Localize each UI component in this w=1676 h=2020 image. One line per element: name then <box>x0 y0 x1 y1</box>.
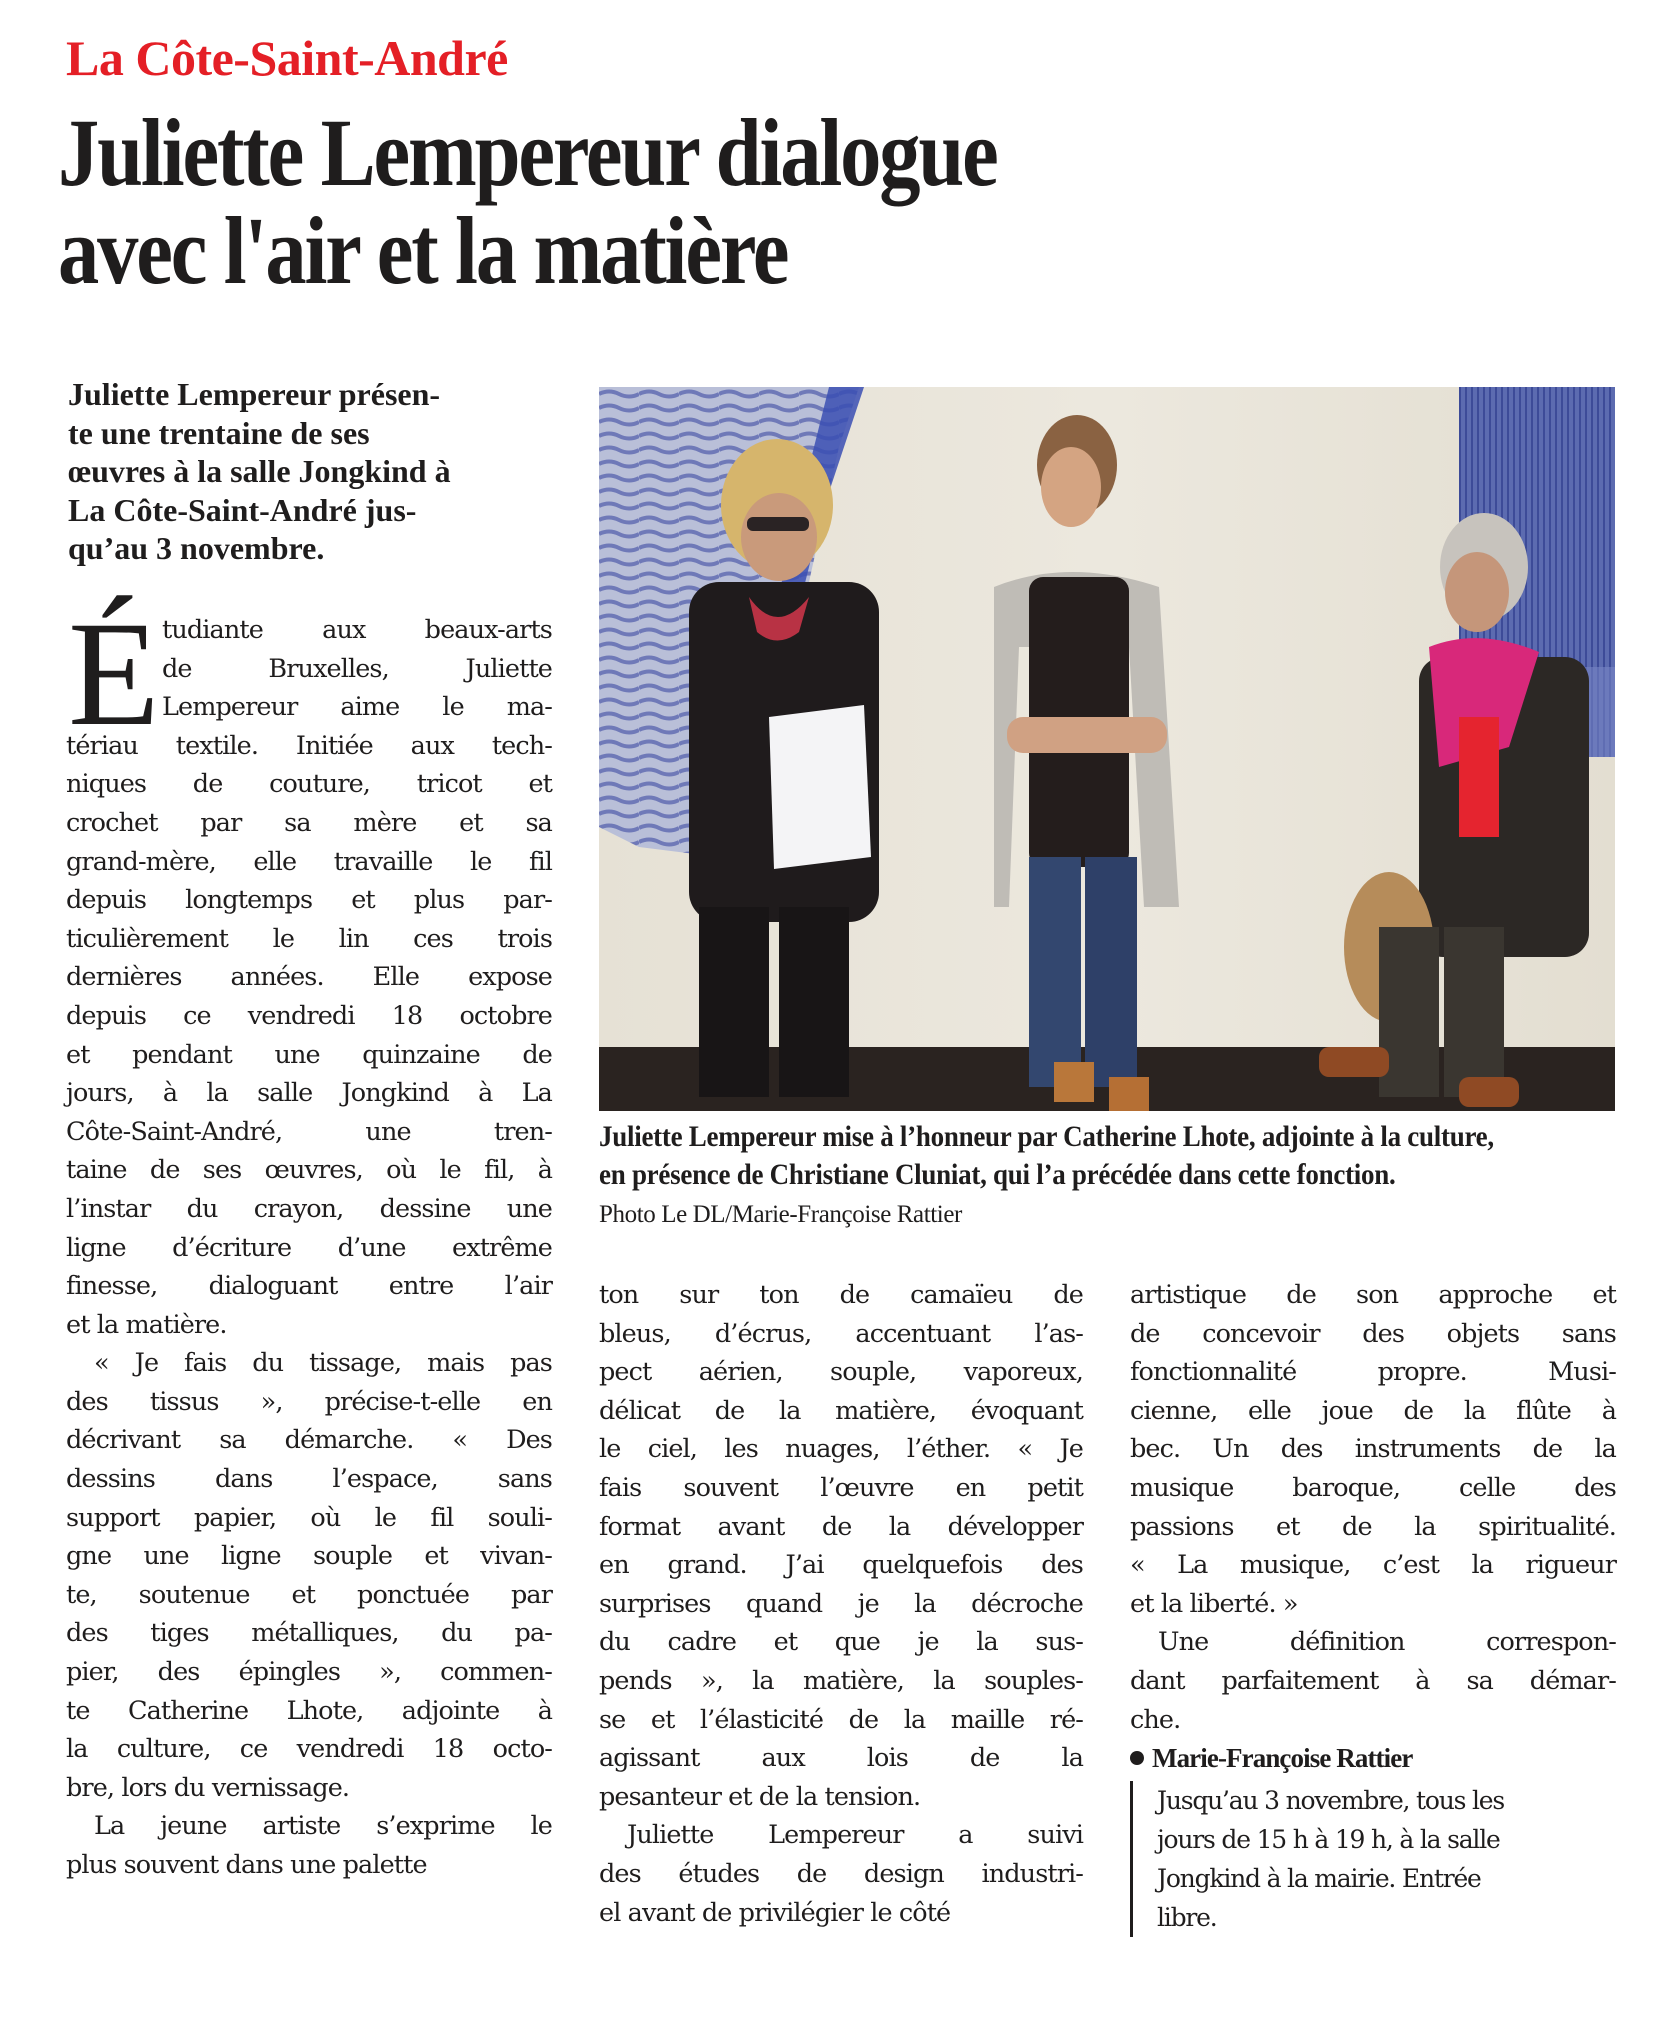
body-text-line: te, soutenue et ponctuée par <box>66 1579 552 1610</box>
headline-line: avec l'air et la matière <box>58 197 788 304</box>
body-text-line: l’instar du crayon, dessine une <box>66 1193 552 1224</box>
standfirst-line: qu’au 3 novembre. <box>68 530 325 566</box>
body-text-line: et la matière. <box>66 1309 227 1340</box>
headline <box>58 99 1210 304</box>
bullet-icon <box>1130 1751 1144 1765</box>
drop-cap: É <box>68 591 159 757</box>
body-text-line: décrivant sa démarche. « Des <box>66 1425 552 1456</box>
body-text-line: des tissus », précise-t-elle en <box>66 1386 552 1417</box>
body-text-line: tudiante aux beaux-arts <box>162 615 552 645</box>
body-text-line: plus souvent dans une palette <box>66 1850 427 1880</box>
body-text-line: bre, lors du vernissage. <box>66 1772 350 1803</box>
standfirst <box>68 375 558 568</box>
article-column-1 <box>66 591 552 1885</box>
body-text-line: cienne, elle joue de la flûte à <box>1130 1395 1616 1426</box>
body-text-line: se et l’élasticité de la maille ré- <box>599 1704 1083 1735</box>
body-text-line: grand-mère, elle travaille le fil <box>66 846 552 877</box>
body-text-line: agissant aux lois de la <box>599 1743 1083 1774</box>
body-text-line: délicat de la matière, évoquant <box>599 1395 1083 1426</box>
standfirst-line: La Côte-Saint-André jus- <box>68 491 417 528</box>
article-column-3 <box>1130 1276 1616 1937</box>
body-text-line: che. <box>1130 1704 1181 1735</box>
photo-illustration <box>599 387 1615 1111</box>
body-text-line: La jeune artiste s’exprime le <box>94 1811 552 1842</box>
body-text-line: musique baroque, celle des <box>1130 1472 1616 1503</box>
body-text-line: de Bruxelles, Juliette <box>162 653 552 684</box>
photo-credit: Photo Le DL/Marie-Françoise Rattier <box>599 1201 962 1228</box>
info-line: Jusqu’au 3 novembre, tous les <box>1157 1786 1505 1816</box>
byline <box>1130 1739 1616 1777</box>
body-text-line: surprises quand je la décroche <box>599 1588 1083 1619</box>
practical-info-box <box>1130 1781 1616 1937</box>
body-text-line: support papier, où le fil souli- <box>66 1502 552 1533</box>
body-text-line: fais souvent l’œuvre en petit <box>599 1472 1083 1503</box>
body-text-line: jours, à la salle Jongkind à La <box>66 1078 552 1109</box>
body-text-line: taine de ses œuvres, où le fil, à <box>66 1155 552 1186</box>
body-text-line: depuis ce vendredi 18 octobre <box>66 1000 552 1031</box>
body-text-line: Côte-Saint-André, une tren- <box>66 1116 552 1147</box>
body-text-line: dessins dans l’espace, sans <box>66 1464 552 1495</box>
body-text-line: pect aérien, souple, vaporeux, <box>599 1357 1083 1388</box>
body-text-line: pier, des épingles », commen- <box>66 1657 552 1688</box>
body-text-line: format avant de la développer <box>599 1511 1083 1542</box>
headline-line: Juliette Lempereur dialogue <box>58 99 997 206</box>
info-line: jours de 15 h à 19 h, à la salle <box>1157 1825 1500 1855</box>
body-text-line: depuis longtemps et plus par- <box>66 885 552 916</box>
body-text-line: crochet par sa mère et sa <box>66 807 552 838</box>
body-text-line: dernières années. Elle expose <box>66 962 552 993</box>
body-text-line: ligne d’écriture d’une extrême <box>66 1232 552 1263</box>
body-text-line: Juliette Lempereur a suivi <box>627 1820 1083 1851</box>
body-text-line: fonctionnalité propre. Musi- <box>1130 1357 1616 1388</box>
body-text-line: finesse, dialoguant entre l’air <box>66 1271 552 1302</box>
body-text-line: en grand. J’ai quelquefois des <box>599 1550 1083 1581</box>
body-text-line: te Catherine Lhote, adjointe à <box>66 1695 552 1726</box>
body-text-line: « La musique, c’est la rigueur <box>1130 1550 1616 1581</box>
body-text-line: dant parfaitement à sa démar- <box>1130 1665 1616 1696</box>
caption-text: Juliette Lempereur mise à l’honneur par Catherine Lhote, adjointe à la culture, en présence de Christiane Cluniat, qui l’a précédée dans cette fonction. <box>599 1120 1494 1191</box>
standfirst-line: te une trentaine de ses <box>68 414 370 451</box>
body-text-line: Lempereur aime le ma- <box>162 692 552 723</box>
body-text-line: le ciel, les nuages, l’éther. « Je <box>599 1434 1083 1465</box>
body-text-line: pesanteur et de la tension. <box>599 1781 921 1812</box>
section-kicker: La Côte-Saint-André <box>66 30 508 86</box>
body-text-line: du cadre et que je la sus- <box>599 1627 1083 1658</box>
info-line: Jongkind à la mairie. Entrée <box>1157 1864 1481 1894</box>
body-text-line: bleus, d’écrus, accentuant l’as- <box>599 1318 1083 1349</box>
body-text-line: Une définition correspon- <box>1158 1627 1616 1658</box>
body-text-line: tériau textile. Initiée aux tech- <box>66 730 552 761</box>
body-text-line: « Je fais du tissage, mais pas <box>94 1348 552 1379</box>
body-text-line: et pendant une quinzaine de <box>66 1039 552 1070</box>
author-name: Marie-Françoise Rattier <box>1152 1743 1413 1774</box>
body-text-line: pends », la matière, la souples- <box>599 1665 1083 1696</box>
body-text-line: gne une ligne souple et vivan- <box>66 1541 552 1572</box>
photo-caption <box>599 1118 1619 1234</box>
body-text-line: de concevoir des objets sans <box>1130 1318 1616 1349</box>
body-text-line: ticulièrement le lin ces trois <box>66 923 552 954</box>
body-text-line: ton sur ton de camaïeu de <box>599 1280 1083 1310</box>
body-text-line: des tiges métalliques, du pa- <box>66 1618 552 1649</box>
body-text-line: artistique de son approche et <box>1130 1280 1616 1310</box>
body-text-line: et la liberté. » <box>1130 1588 1298 1619</box>
body-text-line: des études de design industri- <box>599 1858 1083 1889</box>
body-text-line: niques de couture, tricot et <box>66 769 552 800</box>
standfirst-line: œuvres à la salle Jongkind à <box>68 453 451 489</box>
article-photo <box>599 387 1615 1111</box>
standfirst-line: Juliette Lempereur présen- <box>68 376 441 412</box>
body-text-line: passions et de la spiritualité. <box>1130 1511 1616 1542</box>
info-line: libre. <box>1157 1903 1217 1933</box>
article-column-2 <box>599 1276 1083 1932</box>
body-text-line: la culture, ce vendredi 18 octo- <box>66 1734 552 1765</box>
body-text-line: el avant de privilégier le côté <box>599 1897 951 1928</box>
body-text-line: bec. Un des instruments de la <box>1130 1434 1616 1465</box>
